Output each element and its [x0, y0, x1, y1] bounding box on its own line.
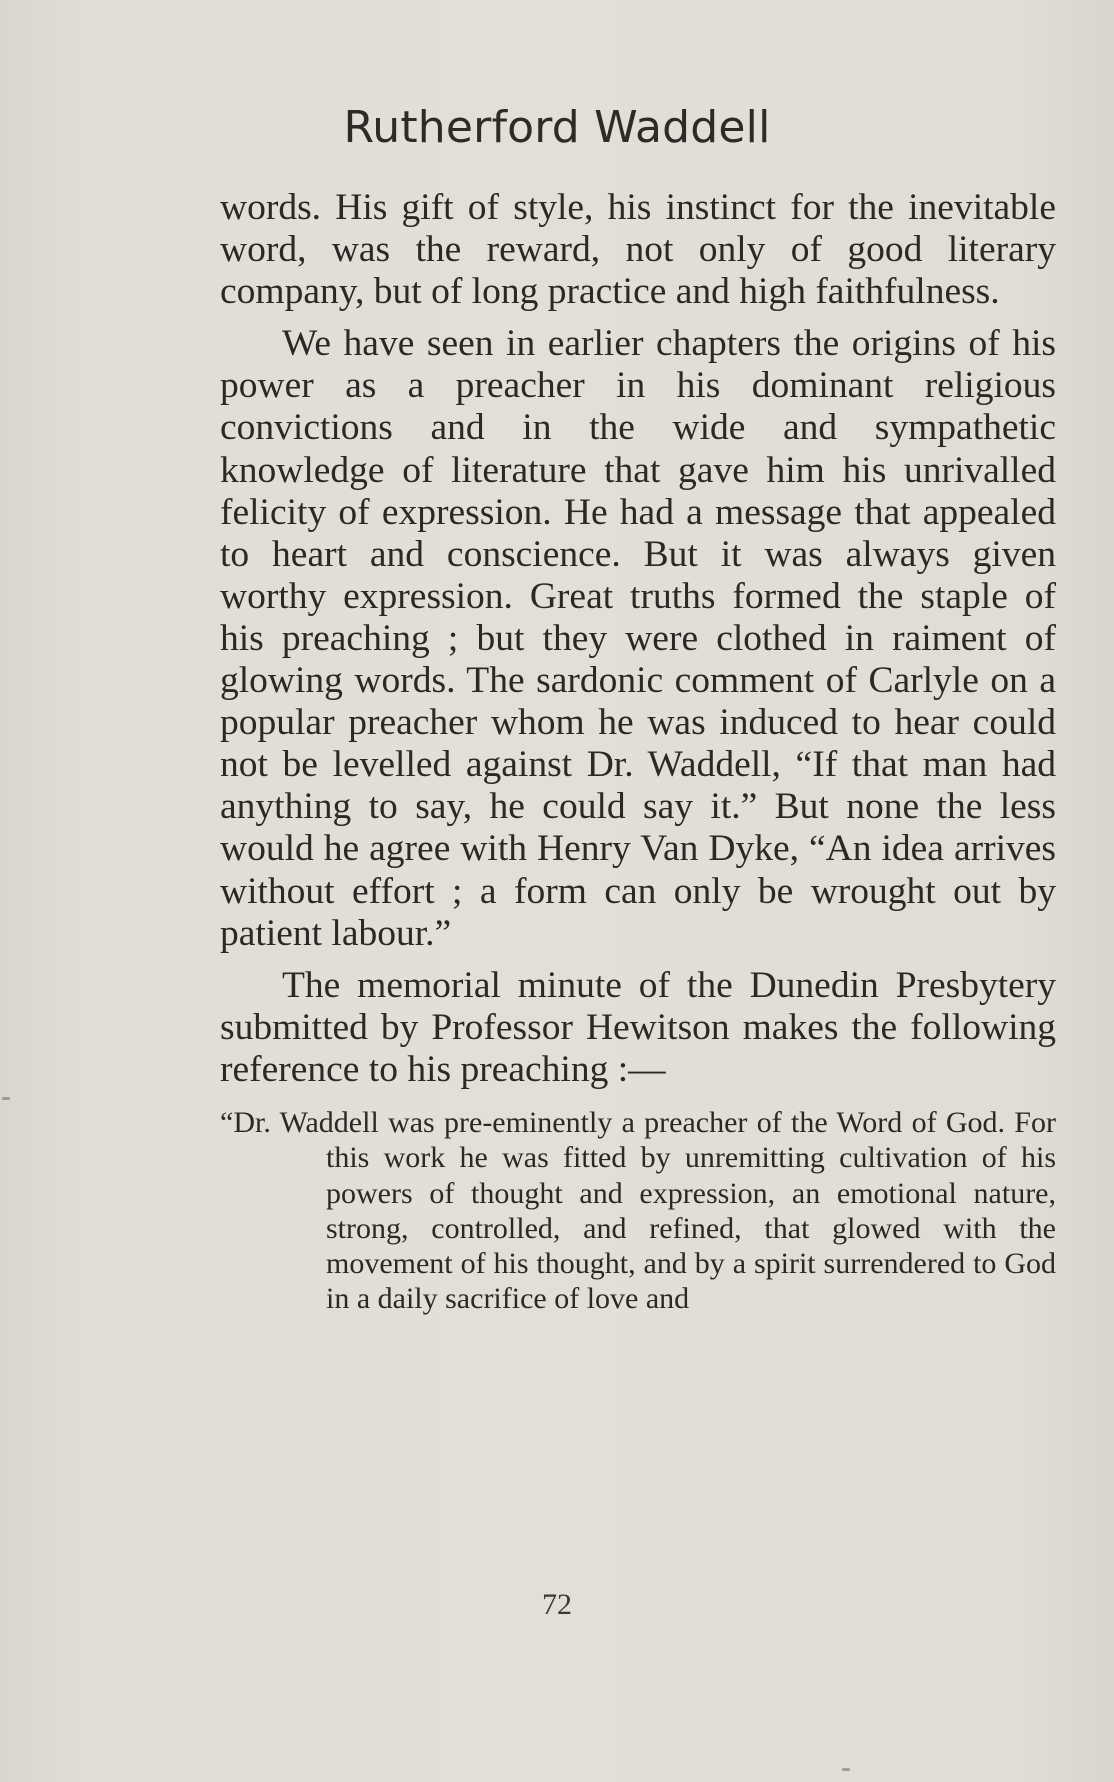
- running-head: Rutherford Waddell: [343, 102, 771, 153]
- paper-speck: [842, 1768, 850, 1771]
- paragraph-2: We have seen in earlier chapters the origins of his power as a preacher in his dominant religious convictions and in the wide and sympathetic knowledge of literature that gave him his unrivalled felicity of expression. He had a message that appealed to heart and conscience. But it was always given worthy expression. Great truths formed the staple of his preaching ; but they were clothed in raiment of glowing words. The sardonic comment of Carlyle on a popular preacher whom he was induced to hear could not be levelled against Dr. Waddell, “If that man had anything to say, he could say it.” But none the less would he agree with Henry Van Dyke, “An idea arrives without effort ; a form can only be wrought out by patient labour.”: [220, 323, 1056, 954]
- page-number: 72: [542, 1588, 572, 1621]
- block-quote-text: “Dr. Waddell was pre-eminently a preacher of the Word of God. For this work he was fitted by unremitting cultivation of his powers of thought and expression, an emotional nature, strong, controlled, and refined, that glowed with the movement of his thought, and by a spirit surrendered to God in a daily sacrifice of love and: [220, 1105, 1056, 1316]
- block-quote: [220, 1105, 1056, 1317]
- paragraph-3: The memorial minute of the Dunedin Presbytery submitted by Professor Hewitson makes the following reference to his preaching :—: [220, 964, 1056, 1090]
- paper-speck: [2, 1097, 10, 1100]
- body-text: [220, 187, 1056, 1317]
- paragraph-1: words. His gift of style, his instinct for the inevitable word, was the reward, not only of good literary company, but of long practice and high faithfulness.: [220, 187, 1056, 313]
